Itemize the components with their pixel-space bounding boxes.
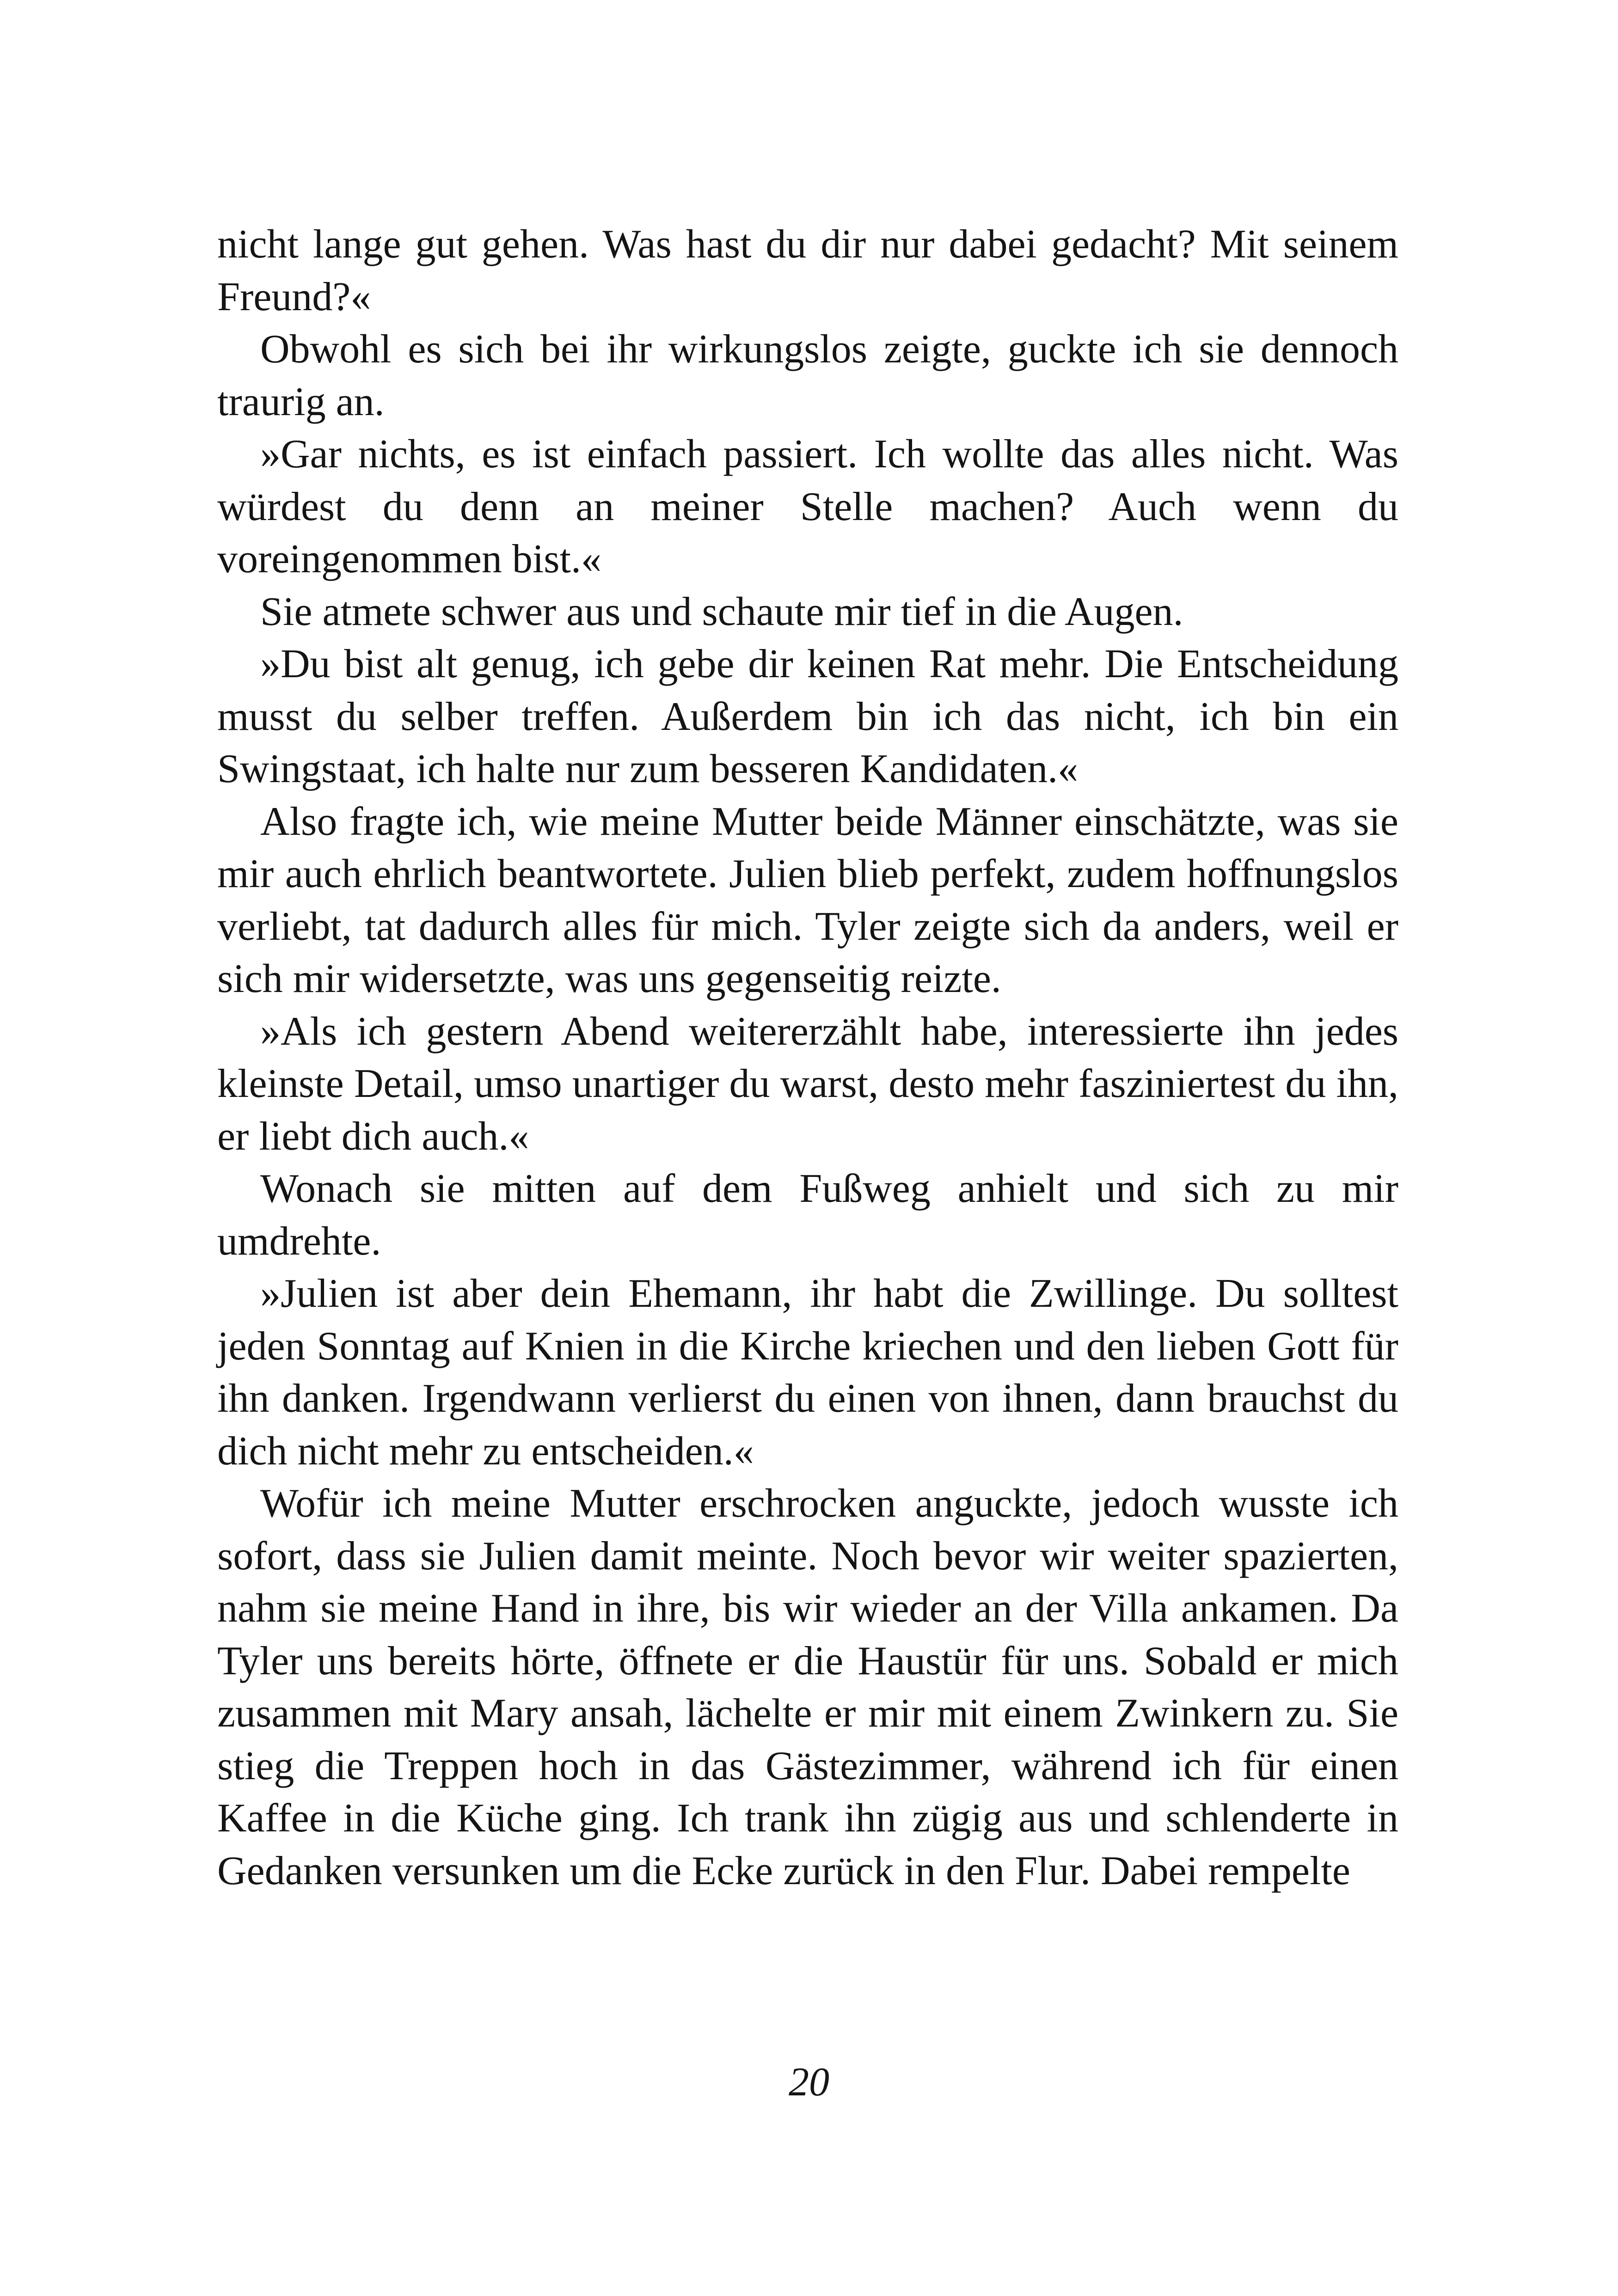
paragraph: »Gar nichts, es ist einfach passiert. Ich wollte das alles nicht. Was würdest du denn an meiner Stelle machen? Auch wenn du voreingenommen bist.« xyxy=(217,432,1398,582)
paragraph: »Julien ist aber dein Ehemann, ihr habt die Zwillinge. Du solltest jeden Sonntag auf Knien in die Kirche kriechen und den lieben Gott für ihn danken. Irgendwann verlierst du einen von ihnen, dann brauchst du dich nicht mehr zu entscheiden.« xyxy=(217,1271,1398,1474)
paragraph: »Du bist alt genug, ich gebe dir keinen Rat mehr. Die Entscheidung musst du selber treffen. Außerdem bin ich das nicht, ich bin ein Swingstaat, ich halte nur zum besseren Kandidaten.« xyxy=(217,642,1398,791)
body-text xyxy=(217,218,1398,1897)
paragraph: Wonach sie mitten auf dem Fußweg anhielt und sich zu mir umdrehte. xyxy=(217,1166,1398,1264)
paragraph: Wofür ich meine Mutter erschrocken anguckte, jedoch wusste ich sofort, dass sie Julien damit meinte. Noch bevor wir weiter spazierten, nahm sie meine Hand in ihre, bis wir wieder an der Villa ankamen. Da Tyler uns bereits hörte, öffnete er die Haustür für uns. Sobald er mich zusammen mit Mary ansah, lächelte er mir mit einem Zwinkern zu. Sie stieg die Treppen hoch in das Gästezimmer, während ich für einen Kaffee in die Küche ging. Ich trank ihn zügig aus und schlenderte in Gedanken versunken um die Ecke zurück in den Flur. Dabei rempelte xyxy=(217,1481,1398,1893)
paragraph: »Als ich gestern Abend weitererzählt habe, interessierte ihn jedes kleinste Detail, umso unartiger du warst, desto mehr fasziniertest du ihn, er liebt dich auch.« xyxy=(217,1009,1398,1159)
paragraph: Also fragte ich, wie meine Mutter beide Männer einschätzte, was sie mir auch ehrlich beantwortete. Julien blieb perfekt, zudem hoffnungslos verliebt, tat dadurch alles für mich. Tyler zeigte sich da anders, weil er sich mir widersetzte, was uns gegenseitig reizte. xyxy=(217,799,1398,1001)
page-number: 20 xyxy=(789,2060,829,2105)
paragraph: Sie atmete schwer aus und schaute mir tief in die Augen. xyxy=(260,589,1183,634)
paragraph: Obwohl es sich bei ihr wirkungslos zeigte, guckte ich sie dennoch traurig an. xyxy=(217,327,1398,424)
paragraph: nicht lange gut gehen. Was hast du dir nur dabei gedacht? Mit seinem Freund?« xyxy=(217,222,1398,319)
